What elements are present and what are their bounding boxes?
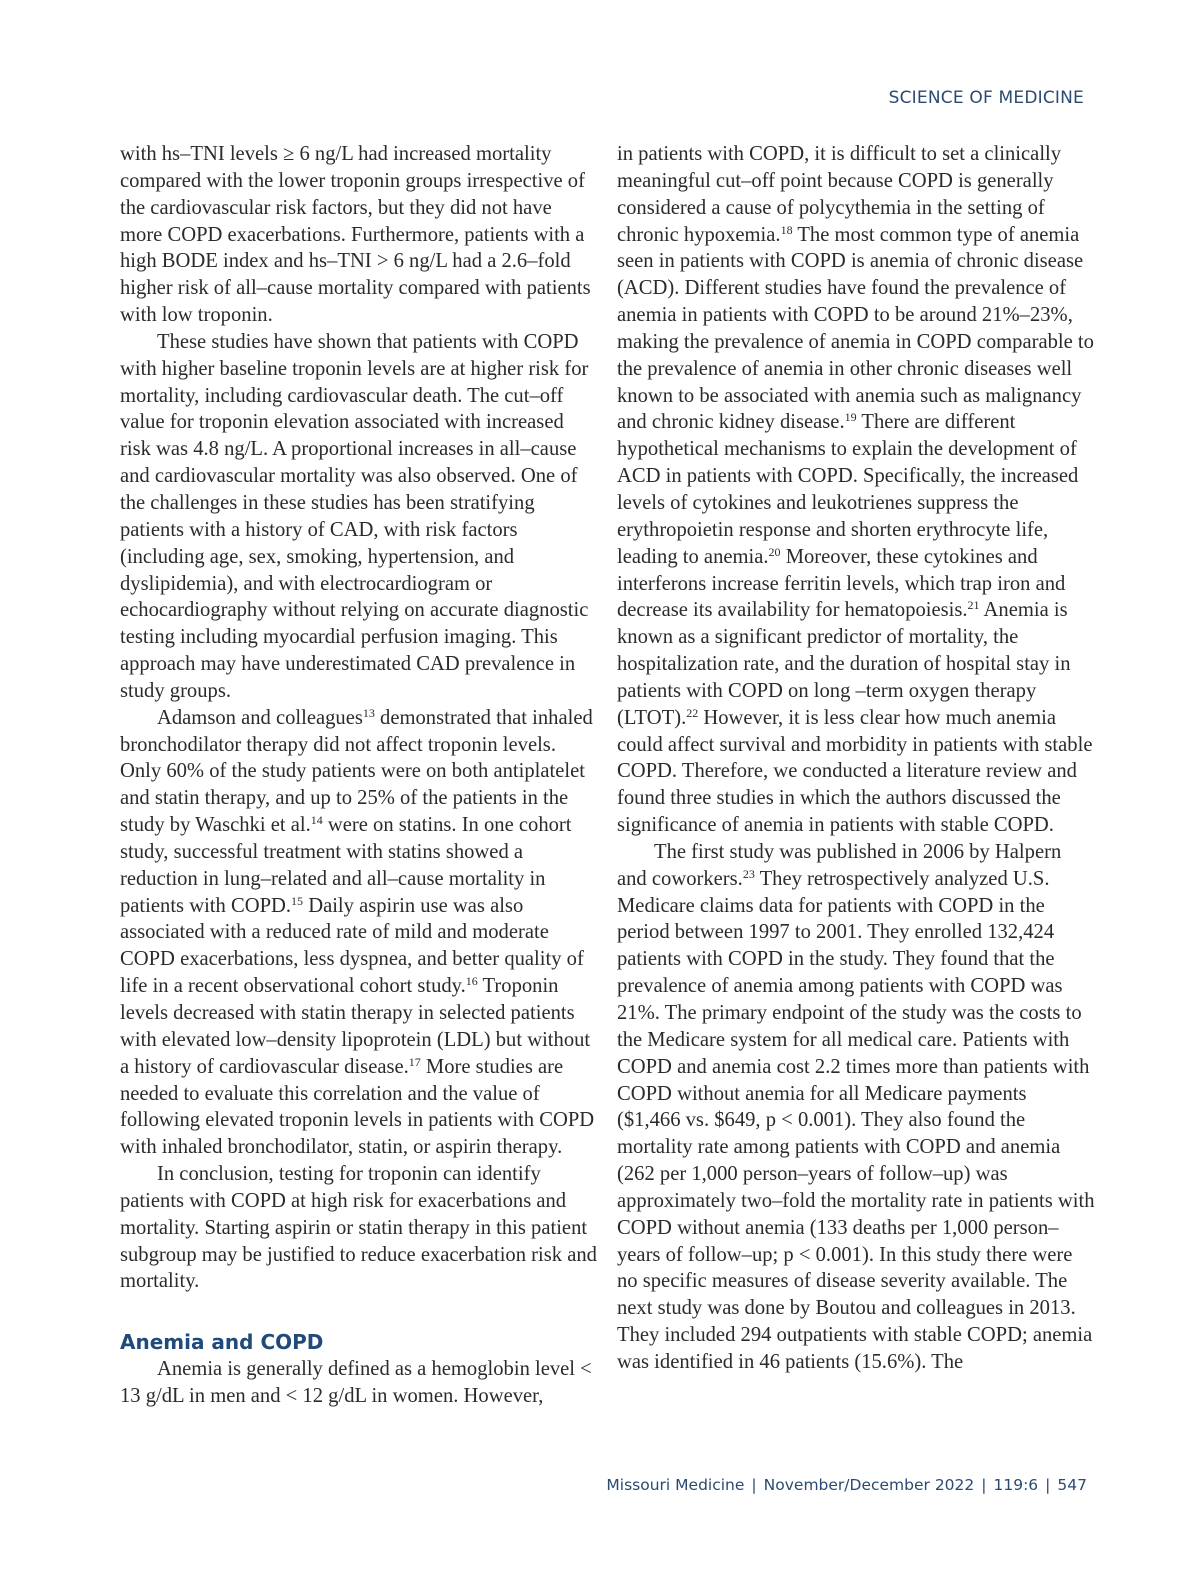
reference-15: 15 <box>291 893 304 908</box>
paragraph <box>617 141 1095 839</box>
paragraph-text: Adamson and colleagues <box>157 706 363 729</box>
paragraph-text: They retrospectively analyzed U.S. Medicare claims data for patients with COPD in the period between 1997 to 2001. They enrolled 132,424 patients with COPD in the study. They found that the prevalence of anemia among patients with COPD was 21%. The primary endpoint of the study was the costs to the Medicare system for all medical care. Patients with COPD and anemia cost 2.2 times more than patients with COPD without anemia for all Medicare payments ($1,466 vs. $649, p < 0.001). They also found the mortality rate among patients with COPD and anemia (262 per 1,000 person–years of follow–up) was approximately two–fold the mortality rate in patients with COPD without anemia (133 deaths per 1,000 person–years of follow–up; p < 0.001). In this study there were no specific measures of disease severity available. The next study was done by Boutou and colleagues in 2013. They included 294 outpatients with stable COPD; anemia was identified in 46 patients (15.6%). The <box>617 867 1095 1373</box>
reference-19: 19 <box>844 410 857 425</box>
reference-14: 14 <box>310 813 323 828</box>
paragraph: These studies have shown that patients with COPD with higher baseline troponin levels are at higher risk for mortality, including cardiovascular death. The cut–off value for troponin elevation associated with increased risk was 4.8 ng/L. A proportional increases in all–cause and cardiovascular mortality was also observed. One of the challenges in these studies has been stratifying patients with a history of CAD, with risk factors (including age, sex, smoking, hypertension, and dyslipidemia), and with electrocardiogram or echocardiography without relying on accurate diagnostic testing including myocardial perfusion imaging. This approach may have underestimated CAD prevalence in study groups. <box>120 330 589 702</box>
volume-issue: 119:6 <box>993 1476 1039 1494</box>
paragraph-text: There are different hypothetical mechanisms to explain the development of ACD in patients with COPD. Specifically, the increased levels of cytokines and leukotrienes suppress the erythropoietin response and shorten erythrocyte life, leading to anemia. <box>617 411 1079 568</box>
paragraph: In conclusion, testing for troponin can identify patients with COPD at high risk for exacerbations and mortality. Starting aspirin or statin therapy in this patient subgroup may be justified to reduce exacerbation risk and mortality. <box>120 1163 597 1293</box>
reference-22: 22 <box>686 705 699 720</box>
paragraph-text: demonstrated that inhaled bronchodilator therapy did not affect troponin levels. Only 60% of the study patients were on both antiplatelet and statin therapy, and up to 25% of the patients in the study by Waschki et al. <box>120 706 593 837</box>
paragraph: with hs–TNI levels ≥ 6 ng/L had increased mortality compared with the lower troponin groups irrespective of the cardiovascular risk factors, but they did not have more COPD exacerbations. Furthermore, patients with a high BODE index and hs–TNI > 6 ng/L had a 2.6–fold higher risk of all–cause mortality compared with patients with low troponin. <box>120 143 591 327</box>
reference-20: 20 <box>768 544 781 559</box>
paragraph-text: in patients with COPD, it is difficult to set a clinically meaningful cut–off point because COPD is generally considered a cause of polycythemia in the setting of chronic hypoxemia. <box>617 143 1062 246</box>
paragraph-text: Moreover, these cytokines and interferons increase ferritin levels, which trap iron and decrease its availability for hematopoiesis. <box>617 545 1066 622</box>
footer-separator: | <box>981 1476 987 1494</box>
page-footer <box>606 1476 1087 1494</box>
paragraph-text: The first study was published in 2006 by Halpern and coworkers. <box>617 840 1062 890</box>
reference-21: 21 <box>967 598 980 613</box>
reference-18: 18 <box>780 222 793 237</box>
paragraph-text: were on statins. In one cohort study, successful treatment with statins showed a reduction in lung–related and all–cause mortality in patients with COPD. <box>120 814 572 917</box>
paragraph-text: The most common type of anemia seen in patients with COPD is anemia of chronic disease (ACD). Different studies have found the prevalence of anemia in patients with COPD to be around 21%–23%, making the prevalence of anemia in COPD comparable to the prevalence of anemia in other chronic diseases well known to be associated with anemia such as malignancy and chronic kidney disease. <box>617 223 1094 434</box>
section-label: SCIENCE OF MEDICINE <box>888 88 1084 108</box>
paragraph: Anemia is generally defined as a hemoglobin level < 13 g/dL in men and < 12 g/dL in women. However, <box>120 1358 592 1408</box>
paragraph <box>120 705 598 1161</box>
paragraph <box>617 839 1095 1376</box>
paragraph-text: Daily aspirin use was also associated with a reduced rate of mild and moderate COPD exacerbations, less dyspnea, and better quality of life in a recent observational cohort study. <box>120 894 584 998</box>
reference-23: 23 <box>742 866 755 881</box>
footer-separator: | <box>751 1476 757 1494</box>
paragraph-text: Anemia is known as a significant predictor of mortality, the hospitalization rate, and the duration of hospital stay in patients with COPD on long –term oxygen therapy (LTOT). <box>617 599 1071 729</box>
reference-17: 17 <box>408 1054 421 1069</box>
issue-date: November/December 2022 <box>763 1476 975 1494</box>
paragraph-text: Troponin levels decreased with statin therapy in selected patients with elevated low–density lipoprotein (LDL) but without a history of cardiovascular disease. <box>120 975 591 1078</box>
left-column <box>120 141 598 1410</box>
reference-16: 16 <box>465 974 478 989</box>
paragraph-text: However, it is less clear how much anemia could affect survival and morbidity in patients with stable COPD. Therefore, we conducted a literature review and found three studies in which the authors discussed the significance of anemia in patients with stable COPD. <box>617 706 1093 837</box>
page-number: 547 <box>1057 1476 1087 1494</box>
right-column <box>617 141 1095 1376</box>
section-heading: Anemia and COPD <box>120 1330 324 1355</box>
journal-name: Missouri Medicine <box>606 1476 745 1494</box>
reference-13: 13 <box>362 705 375 720</box>
footer-separator: | <box>1045 1476 1051 1494</box>
paragraph-text: More studies are needed to evaluate this correlation and the value of following elevated troponin levels in patients with COPD with inhaled bronchodilator, statin, or aspirin therapy. <box>120 1055 595 1159</box>
